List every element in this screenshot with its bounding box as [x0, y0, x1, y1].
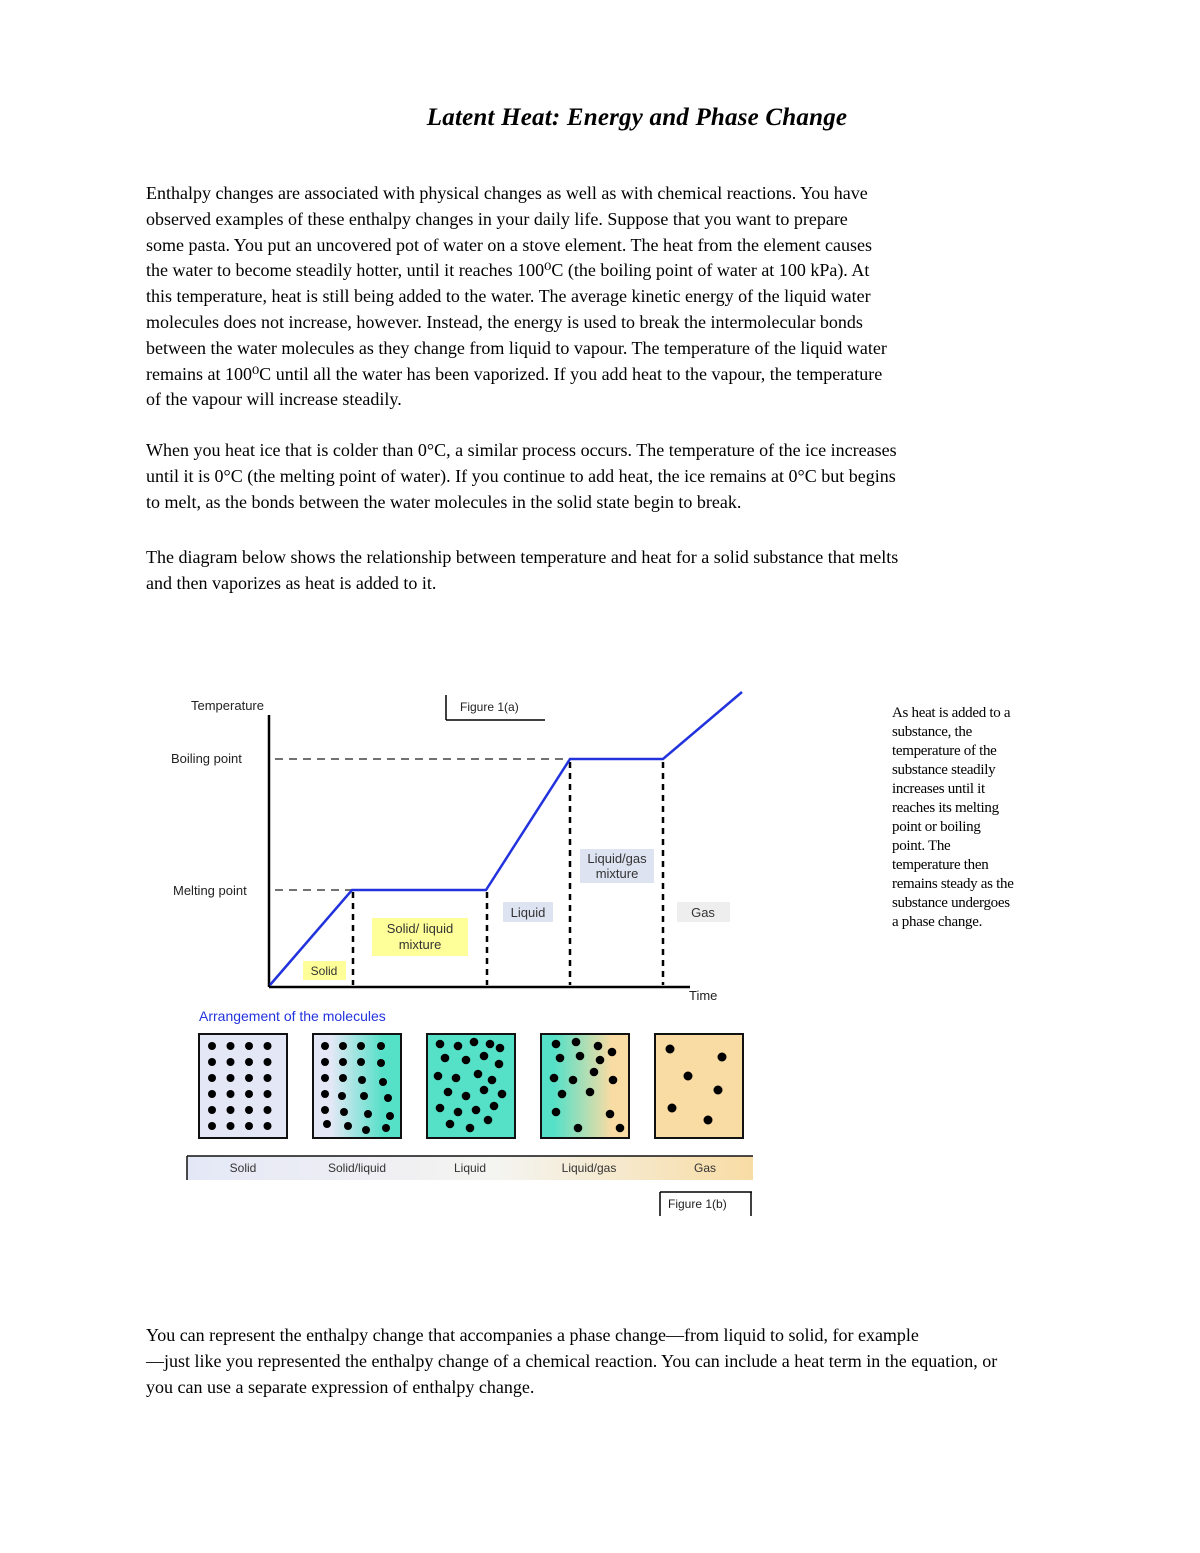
arrangement-title: Arrangement of the molecules — [199, 1008, 386, 1024]
liquid-molecule — [480, 1052, 489, 1061]
liquid-molecule — [496, 1044, 505, 1053]
solid-liquid-molecule — [384, 1094, 392, 1102]
solid-molecule — [208, 1122, 216, 1130]
solid-molecule — [264, 1042, 272, 1050]
solid-molecule — [264, 1058, 272, 1066]
liquid-molecule — [474, 1070, 483, 1079]
liquid-molecule — [490, 1102, 499, 1111]
gas-region-label: Gas — [691, 905, 715, 920]
paragraph-boiling: Enthalpy changes are associated with physical changes as well as with chemical reactions. You have observed examples of these enthalpy changes in your daily life. Suppose that you want to prepare some pasta. You put an uncovered pot of water on a stove element. The heat from the element causes the water to become steadily hotter, until it reaches 100⁰C (the boiling point of water at 100 kPa). At this temperature, heat is still being added to the water. The average kinetic energy of the liquid water molecules does not increase, however. Instead, the energy is used to break the intermolecular bonds between the water molecules as they change from liquid to vapour. The temperature of the liquid water remains at 100⁰C until all the water has been vaporized. If you add heat to the vapour, the temperature of the vapour will increase steadily. — [146, 183, 887, 410]
liquid-gas-molecule — [608, 1048, 617, 1057]
solid-liquid-molecule — [358, 1076, 366, 1084]
gas-molecule — [718, 1053, 727, 1062]
solid-molecule — [208, 1058, 216, 1066]
solid-liquid-molecule — [339, 1042, 347, 1050]
liquid-gas-molecule — [552, 1040, 561, 1049]
liquid-gas-region-label-1: Liquid/gas — [587, 851, 647, 866]
fig-a-label: Figure 1(a) — [460, 700, 519, 714]
solid-molecule — [264, 1074, 272, 1082]
paragraph-enthalpy-representation: You can represent the enthalpy change that accompanies a phase change—from liquid to solid, for example —just like you represented the enthalpy change of a chemical reaction. You can include a heat term in the equation, or you can use a separate expression of enthalpy change. — [146, 1325, 998, 1397]
solid-region-label: Solid — [310, 964, 338, 978]
liquid-molecule — [498, 1090, 507, 1099]
liquid-gas-molecule — [586, 1088, 595, 1097]
melting-point-label: Melting point — [173, 883, 247, 898]
liquid-molecule — [462, 1092, 471, 1101]
solid-liquid-molecule — [323, 1120, 331, 1128]
solid-molecule — [245, 1090, 253, 1098]
solid-molecule — [227, 1106, 235, 1114]
solid-liquid-molecule — [344, 1122, 352, 1130]
solid-molecule — [227, 1074, 235, 1082]
solid-liquid-molecule — [379, 1078, 387, 1086]
solid-molecule — [245, 1074, 253, 1082]
liquid-molecule — [480, 1086, 489, 1095]
side-note: As heat is added to a substance, the temperature of the substance steadily increases until it reaches its melting point or boiling point. The temperature then remains steady as the substance undergoes a phase change. — [892, 705, 1014, 930]
liquid-gas-molecule — [569, 1076, 578, 1085]
solid-liquid-molecule — [362, 1126, 370, 1134]
solid-liquid-molecule — [357, 1042, 365, 1050]
solid-liquid-molecule — [321, 1058, 329, 1066]
liquid-gas-molecule — [556, 1054, 565, 1063]
liquid-gas-molecule — [616, 1124, 625, 1133]
liquid-gas-molecule — [574, 1124, 583, 1133]
liquid-gas-region-label-2: mixture — [595, 866, 639, 881]
paragraph-diagram-intro: The diagram below shows the relationship between temperature and heat for a solid substance that melts and then vaporizes as heat is added to it. — [146, 547, 899, 593]
state-label-solid: Solid — [229, 1161, 257, 1175]
solid-liquid-molecule — [321, 1074, 329, 1082]
solid-molecule — [264, 1106, 272, 1114]
liquid-gas-molecule — [609, 1076, 618, 1085]
solid-molecule — [208, 1042, 216, 1050]
liquid-molecule — [454, 1108, 463, 1117]
liquid-gas-molecule — [594, 1042, 603, 1051]
solid-liquid-molecule — [382, 1124, 390, 1132]
solid-liquid-molecule — [357, 1058, 365, 1066]
solid-liquid-molecule — [364, 1110, 372, 1118]
liquid-gas-molecule — [576, 1052, 585, 1061]
solid-liquid-molecule — [321, 1042, 329, 1050]
liquid-molecule — [466, 1124, 475, 1133]
solid-molecule — [208, 1090, 216, 1098]
x-axis-label: Time — [689, 988, 718, 1003]
liquid-molecule — [472, 1106, 481, 1115]
y-axis-label: Temperature — [191, 698, 264, 713]
gas-molecule — [668, 1104, 677, 1113]
liquid-molecule — [441, 1054, 450, 1063]
solid-liquid-molecule — [386, 1112, 394, 1120]
solid-molecule — [264, 1122, 272, 1130]
solid-liquid-molecule — [321, 1106, 329, 1114]
solid-liquid-region-label-2: mixture — [398, 937, 442, 952]
liquid-gas-molecule — [572, 1038, 581, 1047]
fig-b-label: Figure 1(b) — [668, 1197, 727, 1211]
state-label-liquid-gas: Liquid/gas — [561, 1161, 617, 1175]
solid-molecule — [264, 1090, 272, 1098]
liquid-molecule — [484, 1116, 493, 1125]
solid-molecule — [227, 1090, 235, 1098]
liquid-gas-molecule — [552, 1108, 561, 1117]
liquid-molecule — [488, 1076, 497, 1085]
gas-molecule — [704, 1116, 713, 1125]
liquid-molecule — [444, 1088, 453, 1097]
liquid-molecule — [436, 1104, 445, 1113]
liquid-gas-molecule — [606, 1110, 615, 1119]
solid-molecule — [227, 1042, 235, 1050]
solid-molecule — [245, 1058, 253, 1066]
solid-liquid-molecule — [339, 1058, 347, 1066]
solid-liquid-molecule — [338, 1092, 346, 1100]
liquid-gas-molecule — [550, 1074, 559, 1083]
state-label-liquid: Liquid — [453, 1161, 487, 1175]
solid-molecule — [245, 1042, 253, 1050]
liquid-region-label: Liquid — [510, 905, 546, 920]
heating-curve — [270, 692, 742, 985]
liquid-molecule — [452, 1074, 461, 1083]
liquid-molecule — [434, 1072, 443, 1081]
solid-liquid-molecule — [377, 1059, 385, 1067]
liquid-gas-molecule — [590, 1068, 599, 1077]
solid-molecule — [208, 1074, 216, 1082]
solid-molecule — [208, 1106, 216, 1114]
liquid-molecule — [470, 1038, 479, 1047]
gas-molecule — [684, 1072, 693, 1081]
liquid-molecule — [486, 1040, 495, 1049]
solid-molecule — [245, 1122, 253, 1130]
paragraph-melting: When you heat ice that is colder than 0°C, a similar process occurs. The temperature of the ice increases until it is 0°C (the melting point of water). If you continue to add heat, the ice remains at 0°C but begins to melt, as the bonds between the water molecules in the solid state begin to break. — [146, 440, 897, 512]
liquid-gas-molecule — [596, 1056, 605, 1065]
state-label-solid-liquid: Solid/liquid — [327, 1161, 387, 1175]
solid-molecule — [245, 1106, 253, 1114]
solid-liquid-molecule — [321, 1090, 329, 1098]
liquid-gas-molecule-box — [541, 1034, 629, 1138]
boiling-point-label: Boiling point — [171, 751, 242, 766]
state-label-gas: Gas — [693, 1161, 717, 1175]
liquid-gas-molecule — [558, 1090, 567, 1099]
gas-molecule — [666, 1045, 675, 1054]
gas-molecule — [714, 1086, 723, 1095]
liquid-molecule — [462, 1056, 471, 1065]
page-title: Latent Heat: Energy and Phase Change — [426, 104, 848, 131]
liquid-molecule — [495, 1060, 504, 1069]
solid-molecule — [227, 1058, 235, 1066]
solid-liquid-molecule — [339, 1074, 347, 1082]
solid-liquid-molecule — [340, 1108, 348, 1116]
solid-molecule — [227, 1122, 235, 1130]
liquid-molecule — [454, 1042, 463, 1051]
liquid-molecule — [436, 1040, 445, 1049]
liquid-molecule — [446, 1120, 455, 1129]
solid-liquid-molecule — [360, 1092, 368, 1100]
solid-liquid-molecule — [377, 1042, 385, 1050]
solid-liquid-region-label-1: Solid/ liquid — [386, 921, 454, 936]
